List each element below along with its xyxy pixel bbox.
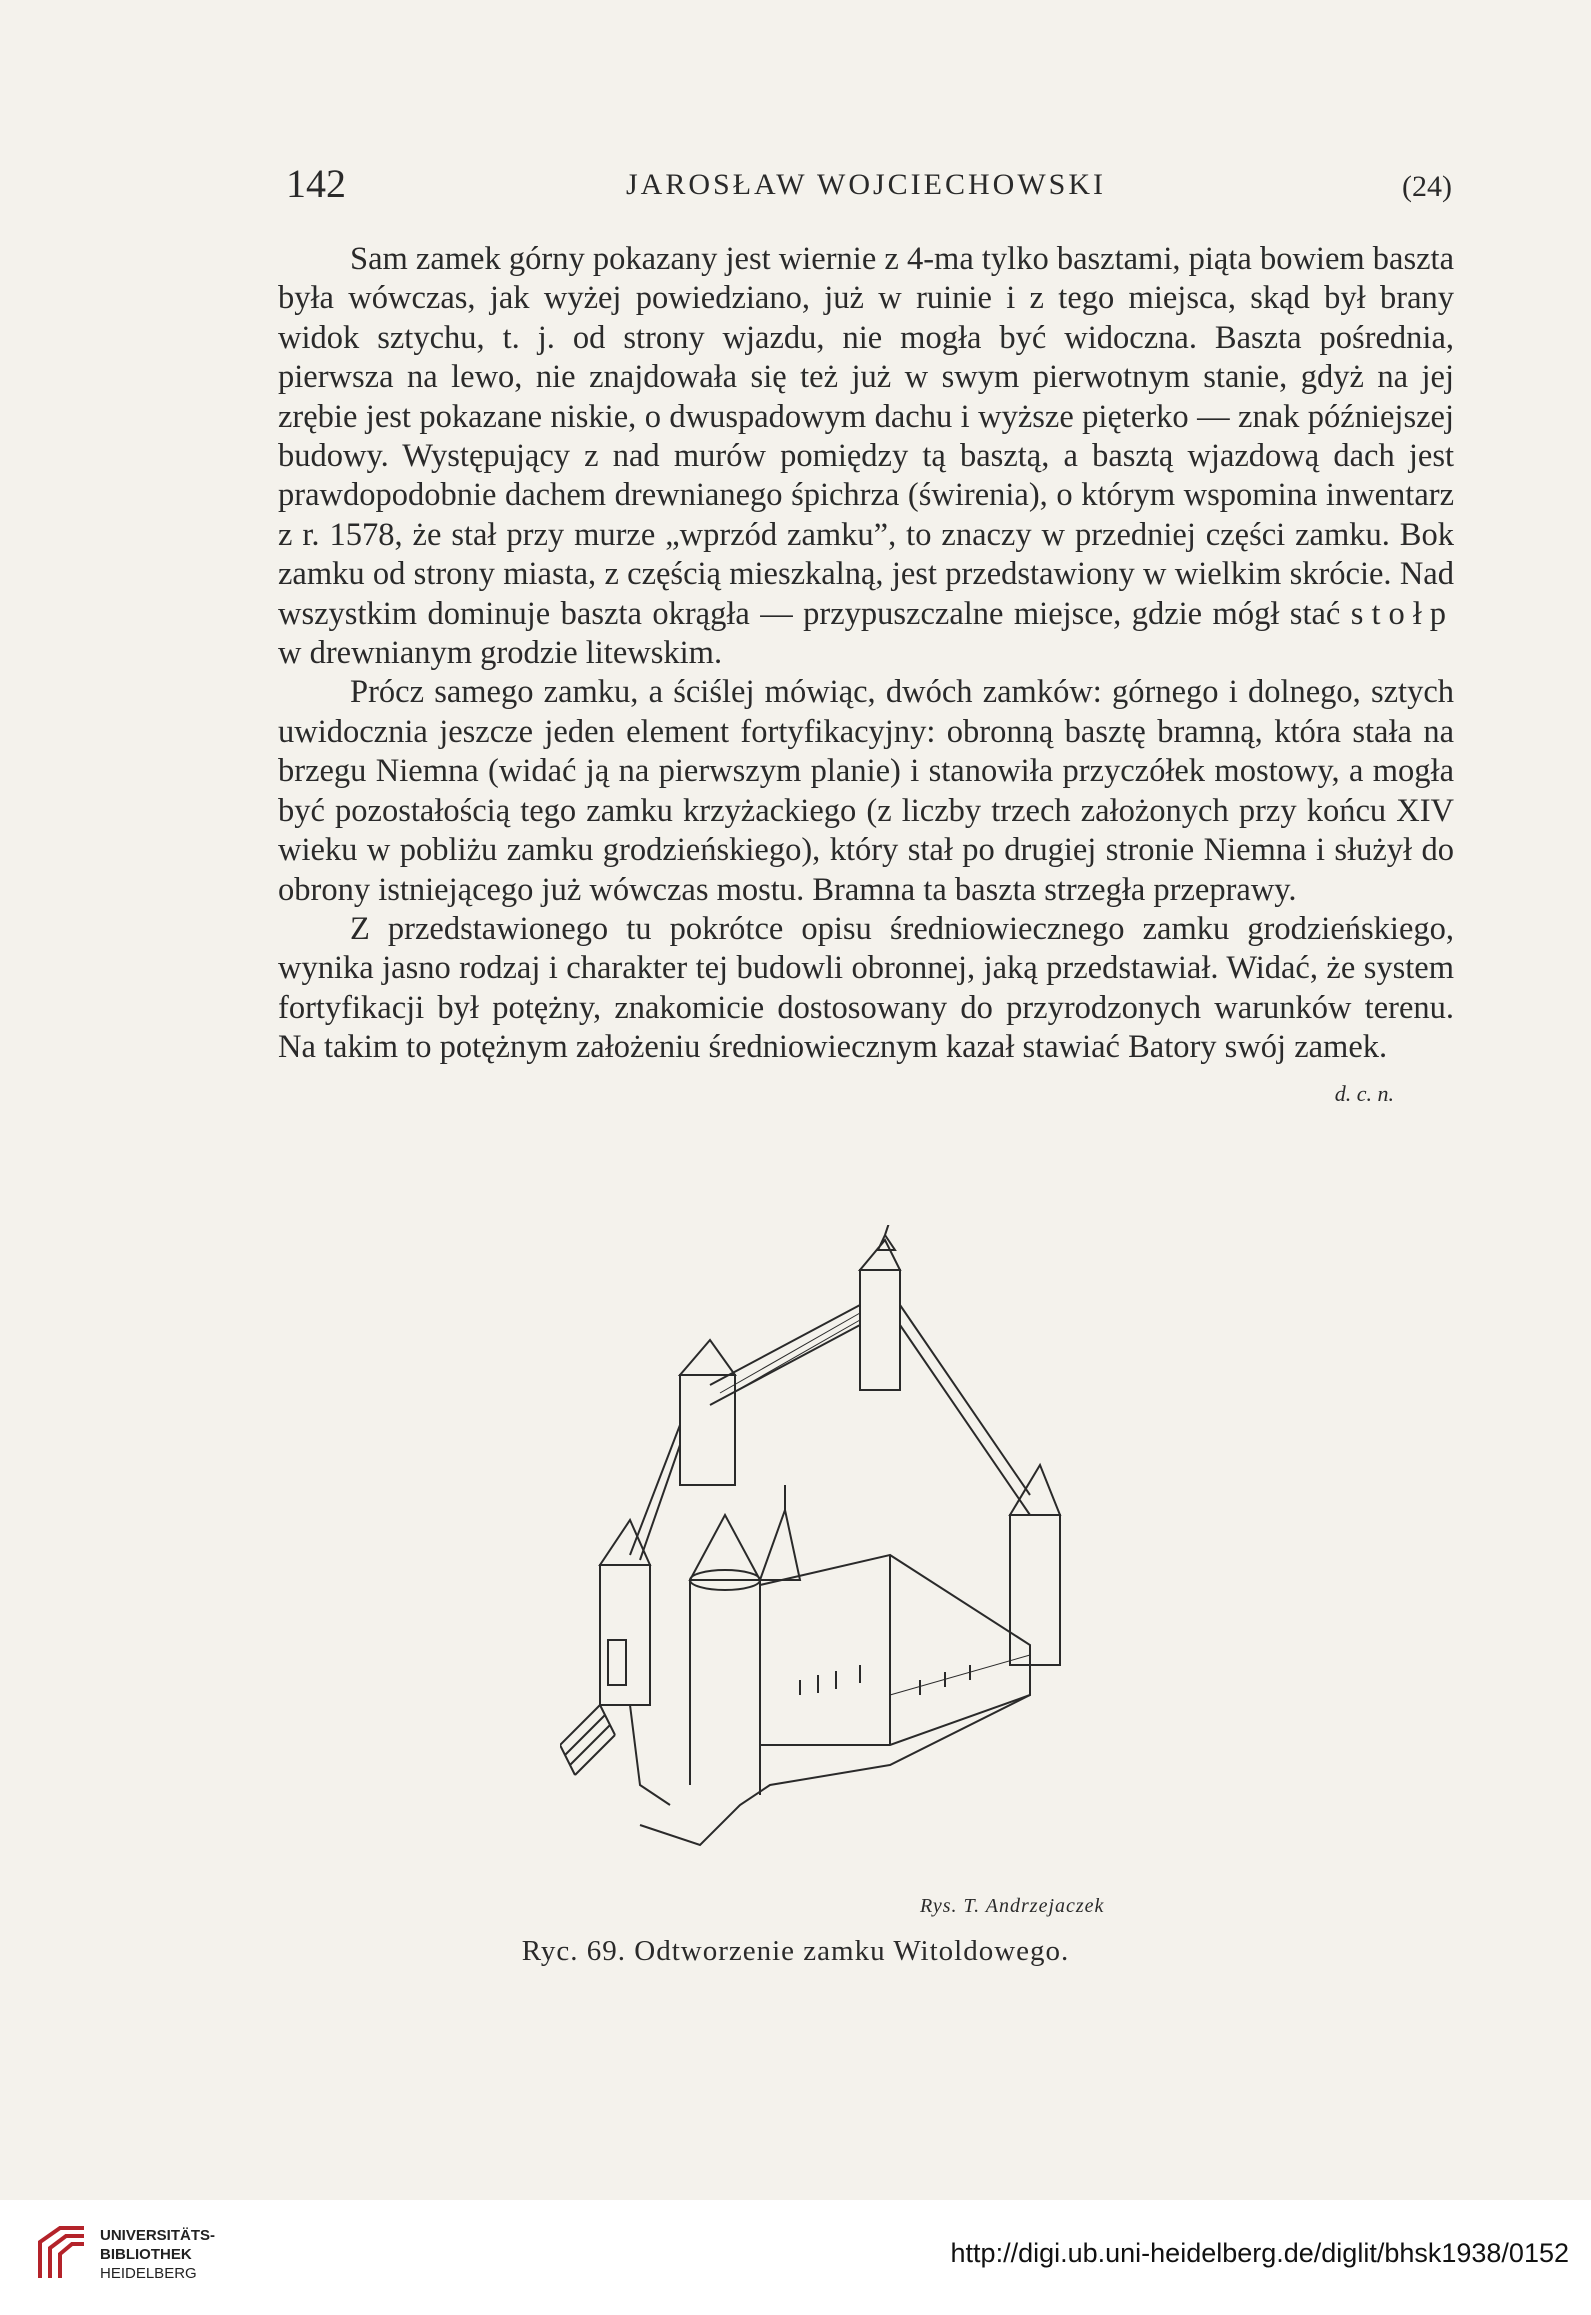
spaced-term: stołp bbox=[1350, 595, 1455, 632]
library-name bbox=[100, 2226, 215, 2283]
paragraph-1-end: w drewnianym grodzie litewskim. bbox=[278, 635, 723, 672]
continuation-mark: d. c. n. bbox=[1334, 1080, 1394, 1106]
library-line-2: BIBLIOTHEK bbox=[100, 2246, 192, 2263]
paragraph-3 bbox=[278, 910, 1454, 1106]
page-number: 142 bbox=[286, 161, 346, 206]
paragraph-3-text: Z przedstawionego tu pokrótce opisu średniowiecznego zamku grodzieńskiego, wynika jasno rodzaj i charakter tej budowli obronnej, jaką przedstawiał. Widać, że system fortyfikacji był potężny, znakomicie dostosowany do przyrodzonych warunków terenu. Na takim to potężnym założeniu średniowiecznym kazał stawiać Batory swój zamek. bbox=[278, 910, 1454, 1066]
footer-bar bbox=[0, 2200, 1591, 2315]
figure-caption: Ryc. 69. Odtworzenie zamku Witoldowego. bbox=[521, 1935, 1070, 1967]
library-logo-icon bbox=[32, 2220, 92, 2286]
running-header bbox=[280, 160, 1452, 210]
paragraph-2: Prócz samego zamku, a ściślej mówiąc, dwóch zamków: górnego i dolnego, sztych uwidocznia jeszcze jeden element fortyfikacyjny: obronną basztę bramną, która stała na brzegu Niemna (widać ją na pierwszym planie) i stanowiła przyczółek mostowy, a mogła być pozostałością tego zamku krzyżackiego (z liczby trzech założonych przy końcu XIV wieku w pobliżu zamku grodzieńskiego), który stał po drugiej stronie Niemna i służył do obrony istniejącego już wówczas mostu. Bramna ta baszta strzegła przeprawy. bbox=[278, 674, 1454, 908]
library-line-1: UNIVERSITÄTS- bbox=[100, 2227, 216, 2244]
figure-credit: Rys. T. Andrzejaczek bbox=[920, 1895, 1105, 1917]
permalink-url[interactable]: http://digi.ub.uni-heidelberg.de/diglit/bhsk1938/0152 bbox=[950, 2238, 1569, 2268]
body-text bbox=[278, 240, 1454, 1113]
library-line-3: HEIDELBERG bbox=[100, 2265, 197, 2282]
paragraph-1 bbox=[278, 240, 1454, 673]
section-number: (24) bbox=[1402, 170, 1452, 203]
castle-drawing bbox=[560, 1225, 1180, 1925]
paragraph-1-text: Sam zamek górny pokazany jest wiernie z 4-ma tylko basztami, piąta bowiem baszta była wówczas, jak wyżej powiedziano, już w ruinie i z tego miejsca, skąd był brany widok sztychu, t. j. od strony wjazdu, nie mogła być widoczna. Baszta pośrednia, pierwsza na lewo, nie znajdowała się też już w swym pierwotnym stanie, gdyż na jej zrębie jest pokazane niskie, o dwuspadowym dachu i wyższe pięterko — znak późniejszej budowy. Występujący z nad murów pomiędzy tą basztą, a basztą wjazdową dach jest prawdopodobnie dachem drewnianego śpichrza (świrenia), o którym wspomina inwentarz z r. 1578, że stał przy murze „wprzód zamku”, to znaczy w przedniej części zamku. Bok zamku od strony miasta, z częścią mieszkalną, jest przedstawiony w wielkim skrócie. Nad wszystkim dominuje baszta okrągła — przypuszczalne miejsce, gdzie mógł stać bbox=[278, 241, 1454, 632]
running-author: JAROSŁAW WOJCIECHOWSKI bbox=[626, 168, 1106, 201]
